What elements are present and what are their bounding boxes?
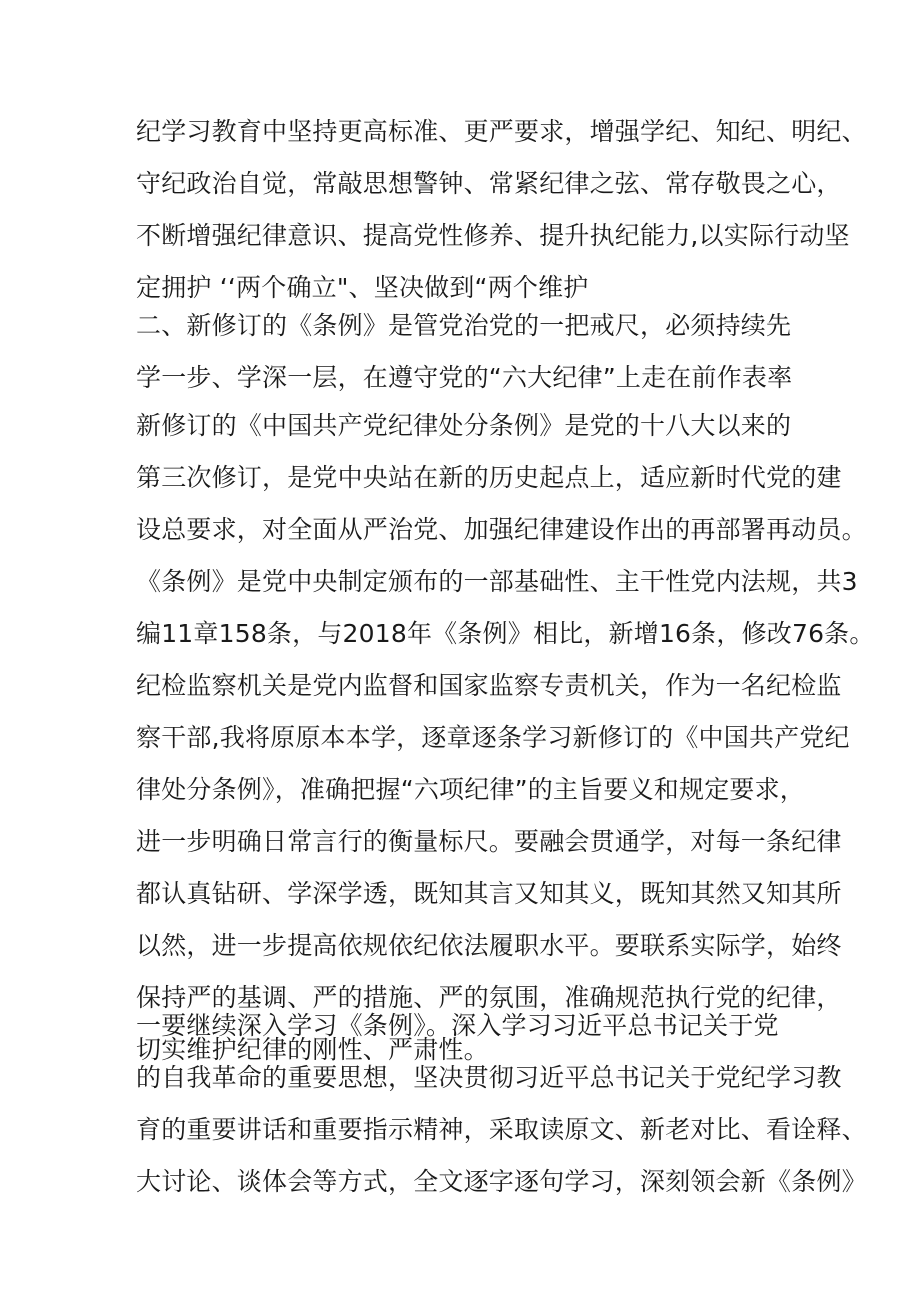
text-line: 编11章158条，与2018年《条例》相比，新增16条，修改76条。 [136, 619, 875, 648]
text-line: 二、新修订的《条例》是管党治党的一把戒尺，必须持续先 [136, 311, 792, 340]
text-line: 不断增强纪律意识、提高党性修养、提升执纪能力,以实际行动坚 [136, 221, 850, 250]
text-line: 育的重要讲话和重要指示精神，采取读原文、新老对比、看诠释、 [136, 1115, 867, 1144]
text-line: 一要继续深入学习《条例》。深入学习习近平总书记关于党 [136, 1011, 779, 1040]
text-line: 律处分条例》，准确把握“六项纪律”的主旨要义和规定要求， [136, 775, 806, 804]
text-line: 定拥护 ‘‘两个确立"、坚决做到“两个维护 [136, 273, 589, 302]
text-line: 都认真钻研、学深学透，既知其言又知其义，既知其然又知其所 [136, 879, 842, 908]
text-line: 的自我革命的重要思想，坚决贯彻习近平总书记关于党纪学习教 [136, 1063, 842, 1092]
text-line: 大讨论、谈体会等方式，全文逐字逐句学习，深刻领会新《条例》 [136, 1167, 867, 1196]
text-line: 设总要求，对全面从严治党、加强纪律建设作出的再部署再动员。 [136, 515, 867, 544]
text-line: 《条例》是党中央制定颁布的一部基础性、主干性党内法规，共3 [136, 567, 858, 596]
paragraph-continued-intro [136, 106, 867, 314]
text-line: 新修订的《中国共产党纪律处分条例》是党的十八大以来的 [136, 411, 792, 440]
text-line: 第三次修订，是党中央站在新的历史起点上，适应新时代党的建 [136, 463, 842, 492]
paragraph-study-requirement [136, 1000, 867, 1208]
text-line: 纪检监察机关是党内监督和国家监察专责机关，作为一名纪检监 [136, 671, 842, 700]
text-line: 切实维护纪律的刚性、严肃性。 [136, 1035, 489, 1064]
section-heading-two [136, 300, 816, 404]
text-line: 学一步、学深一层，在遵守党的“六大纪律”上走在前作表率 [136, 363, 793, 392]
text-line: 纪学习教育中坚持更高标准、更严要求，增强学纪、知纪、明纪、 [136, 117, 867, 146]
text-line: 守纪政治自觉，常敲思想警钟、常紧纪律之弦、常存敬畏之心， [136, 169, 842, 198]
text-line: 以然，进一步提高依规依纪依法履职水平。要联系实际学，始终 [136, 931, 842, 960]
text-line: 进一步明确日常言行的衡量标尺。要融会贯通学，对每一条纪律 [136, 827, 842, 856]
text-line: 保持严的基调、严的措施、严的氛围，准确规范执行党的纪律， [136, 983, 842, 1012]
text-line: 察干部,我将原原本本学，逐章逐条学习新修订的《中国共产党纪 [136, 723, 850, 752]
paragraph-regulation-overview [136, 400, 875, 1076]
